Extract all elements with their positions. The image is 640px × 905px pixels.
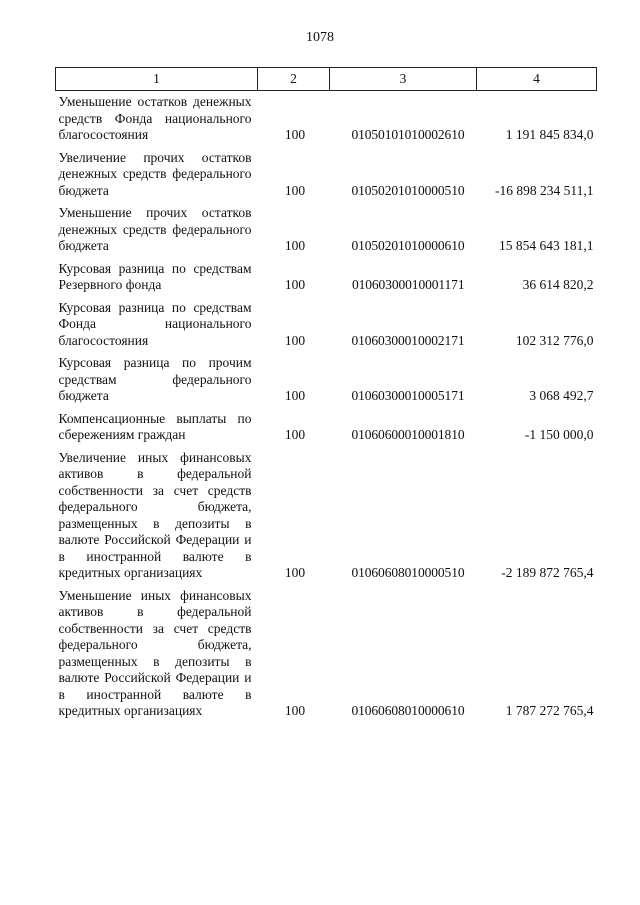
- row-kbk: 01050201010000610: [351, 238, 465, 253]
- row-name: Увеличение прочих остатков денежных средств федерального бюджета: [58, 149, 252, 198]
- row-name: Курсовая разница по средствам Фонда национального благосостояния: [58, 299, 252, 348]
- row-kbk: 01060608010000510: [351, 565, 465, 580]
- header-col-1: 1: [56, 68, 258, 91]
- table-row: [56, 144, 597, 200]
- row-code: 100: [284, 127, 306, 142]
- row-kbk: 01060300010005171: [351, 388, 465, 403]
- row-kbk: 01050201010000510: [351, 182, 465, 198]
- row-code: 100: [284, 277, 306, 292]
- row-code: 100: [284, 332, 306, 348]
- table-header: [56, 68, 597, 91]
- table-row: [56, 294, 597, 350]
- row-code: 100: [284, 565, 306, 580]
- row-code: 100: [284, 703, 306, 718]
- row-amount: 102 312 776,0: [515, 332, 594, 348]
- row-kbk: 01060600010001810: [351, 427, 465, 442]
- row-amount: 3 068 492,7: [529, 388, 594, 403]
- header-col-2: 2: [258, 68, 330, 91]
- row-amount: 36 614 820,2: [522, 277, 594, 292]
- row-kbk: 01060608010000610: [351, 703, 465, 718]
- row-amount: -16 898 234 511,1: [495, 182, 594, 198]
- table-row: [56, 405, 597, 444]
- table-row: [56, 582, 597, 720]
- row-amount: -1 150 000,0: [524, 427, 594, 442]
- row-amount: -2 189 872 765,4: [501, 565, 594, 580]
- row-name: Курсовая разница по средствам Резервного фонда: [58, 260, 252, 292]
- row-code: 100: [284, 388, 306, 403]
- table-row: [56, 444, 597, 582]
- page-number: 1078: [306, 30, 334, 45]
- row-kbk: 01060300010002171: [351, 332, 465, 348]
- table-row: [56, 255, 597, 294]
- header-row: [56, 68, 597, 91]
- row-amount: 1 191 845 834,0: [505, 127, 594, 142]
- row-name: Уменьшение остатков денежных средств Фонда национального благосостояния: [58, 94, 252, 142]
- row-kbk: 01060300010001171: [351, 277, 465, 292]
- table-row: [56, 91, 597, 144]
- header-col-4: 4: [477, 68, 597, 91]
- row-code: 100: [284, 238, 306, 253]
- budget-table: [55, 67, 597, 720]
- table-row: [56, 199, 597, 255]
- table-body: [56, 91, 597, 720]
- row-kbk: 01050101010002610: [351, 127, 465, 142]
- row-amount: 15 854 643 181,1: [499, 238, 594, 253]
- row-name: Компенсационные выплаты по сбережениям граждан: [58, 410, 252, 442]
- row-name: Уменьшение прочих остатков денежных средств федерального бюджета: [58, 205, 252, 253]
- row-name: Увеличение иных финансовых активов в федеральной собственности за счет средств федерального бюджета, размещенных в депозиты в валюте Российской Федерации и в иностранной валюте в кредитных организациях: [58, 449, 252, 580]
- row-name: Курсовая разница по прочим средствам федерального бюджета: [58, 355, 252, 403]
- row-amount: 1 787 272 765,4: [505, 703, 594, 718]
- header-col-3: 3: [330, 68, 477, 91]
- row-code: 100: [284, 182, 306, 198]
- row-code: 100: [284, 427, 306, 442]
- table-row: [56, 349, 597, 405]
- row-name: Уменьшение иных финансовых активов в федеральной собственности за счет средств федерального бюджета, размещенных в депозиты в валюте Российской Федерации и в иностранной валюте в кредитных организациях: [58, 587, 252, 718]
